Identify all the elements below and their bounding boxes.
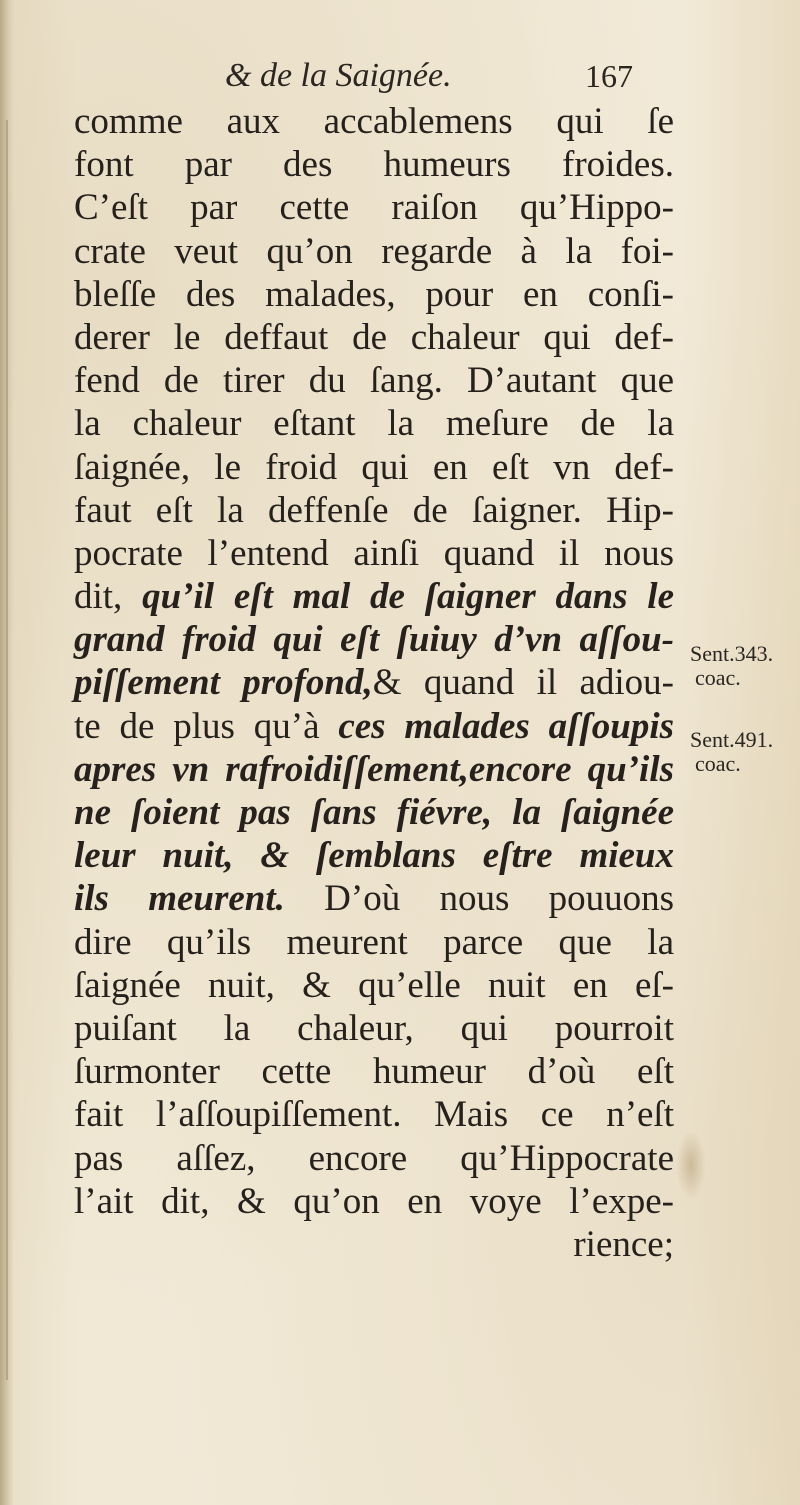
text-segment: C’eſt par cette raiſon qu’Hippo- <box>74 187 674 229</box>
text-line <box>74 100 674 143</box>
text-segment: & quand il adiou- <box>372 662 674 704</box>
text-line <box>74 230 674 273</box>
text-segment: puiſant la chaleur, qui pourroit <box>74 1007 674 1049</box>
text-line <box>74 446 674 489</box>
text-segment: dit, <box>74 576 143 618</box>
text-line <box>74 1050 674 1093</box>
margin-note <box>690 642 800 690</box>
margin-note-source: coac. <box>695 751 741 776</box>
margin-note-source: coac. <box>695 665 741 690</box>
text-line <box>74 532 674 575</box>
margin-note-reference: Sent.343. <box>690 641 774 666</box>
text-segment: comme aux accablemens qui ſe <box>74 101 674 142</box>
page-edge-line <box>6 120 8 1380</box>
text-line <box>74 661 674 704</box>
text-segment: crate veut qu’on regarde à la foi- <box>74 230 674 272</box>
text-line <box>74 316 674 359</box>
text-segment: bleſſe des malades, pour en conſi- <box>74 273 674 315</box>
italic-quotation: grand froid qui eſt ſuiuy d’vn aſſou- <box>74 619 674 661</box>
italic-quotation: ils meurent. <box>74 878 285 920</box>
text-segment: faut eſt la deffenſe de ſaigner. Hip- <box>74 489 674 531</box>
text-line <box>74 964 674 1007</box>
paper-stain <box>676 1130 706 1200</box>
page-number: 167 <box>585 58 633 94</box>
margin-notes <box>690 0 800 1505</box>
text-segment: pas aſſez, encore qu’Hippocrate <box>74 1137 674 1179</box>
text-segment: fait l’aſſoupiſſement. Mais ce n’eſt <box>74 1094 674 1136</box>
text-line <box>74 748 674 791</box>
italic-quotation: leur nuit, & ſemblans eſtre mieux <box>74 835 674 877</box>
text-segment: ſurmonter cette humeur d’où eſt <box>74 1051 674 1093</box>
text-line <box>74 186 674 229</box>
text-line <box>74 877 674 920</box>
text-line <box>74 705 674 748</box>
text-segment: D’où nous pouuons <box>284 878 674 920</box>
text-segment: rience; <box>573 1223 674 1265</box>
text-segment: derer le deffaut de chaleur qui def- <box>74 316 674 358</box>
text-segment: pocrate l’entend ainſi quand il nous <box>74 532 674 574</box>
page-header <box>0 52 800 102</box>
text-segment: l’ait dit, & qu’on en voye l’expe- <box>74 1180 674 1222</box>
text-segment: ſaignée, le froid qui en eſt vn def- <box>74 446 674 488</box>
text-segment: la chaleur eſtant la meſure de la <box>74 403 674 445</box>
text-segment: font par des humeurs froides. <box>74 144 674 186</box>
text-line <box>74 791 674 834</box>
text-line <box>74 1223 674 1266</box>
text-segment: ſaignée nuit, & qu’elle nuit en eſ- <box>74 964 674 1006</box>
text-segment: dire qu’ils meurent parce que la <box>74 921 674 963</box>
text-line <box>74 1093 674 1136</box>
text-line <box>74 575 674 618</box>
italic-quotation: ne ſoient pas ſans fiévre, la ſaignée <box>74 792 674 833</box>
body-text <box>74 100 674 1266</box>
text-line <box>74 1007 674 1050</box>
text-line <box>74 921 674 964</box>
italic-quotation: piſſement profond, <box>74 662 373 704</box>
running-title: & de la Saignée. <box>225 57 452 94</box>
text-segment: te de plus qu’à <box>74 705 339 747</box>
text-line <box>74 834 674 877</box>
text-segment: fend de tirer du ſang. D’autant que <box>74 360 674 402</box>
italic-quotation: qu’il eſt mal de ſaigner dans le <box>142 576 674 618</box>
italic-quotation: ces malades aſſoupis <box>338 705 674 747</box>
italic-quotation: apres vn rafroidiſſement,encore qu’ils <box>74 748 674 790</box>
margin-note-reference: Sent.491. <box>690 727 774 752</box>
text-line <box>74 402 674 445</box>
text-line <box>74 143 674 186</box>
text-line <box>74 273 674 316</box>
text-line <box>74 618 674 661</box>
margin-note <box>690 728 800 776</box>
text-line <box>74 359 674 402</box>
text-line <box>74 489 674 532</box>
text-line <box>74 1137 674 1180</box>
text-line <box>74 1180 674 1223</box>
